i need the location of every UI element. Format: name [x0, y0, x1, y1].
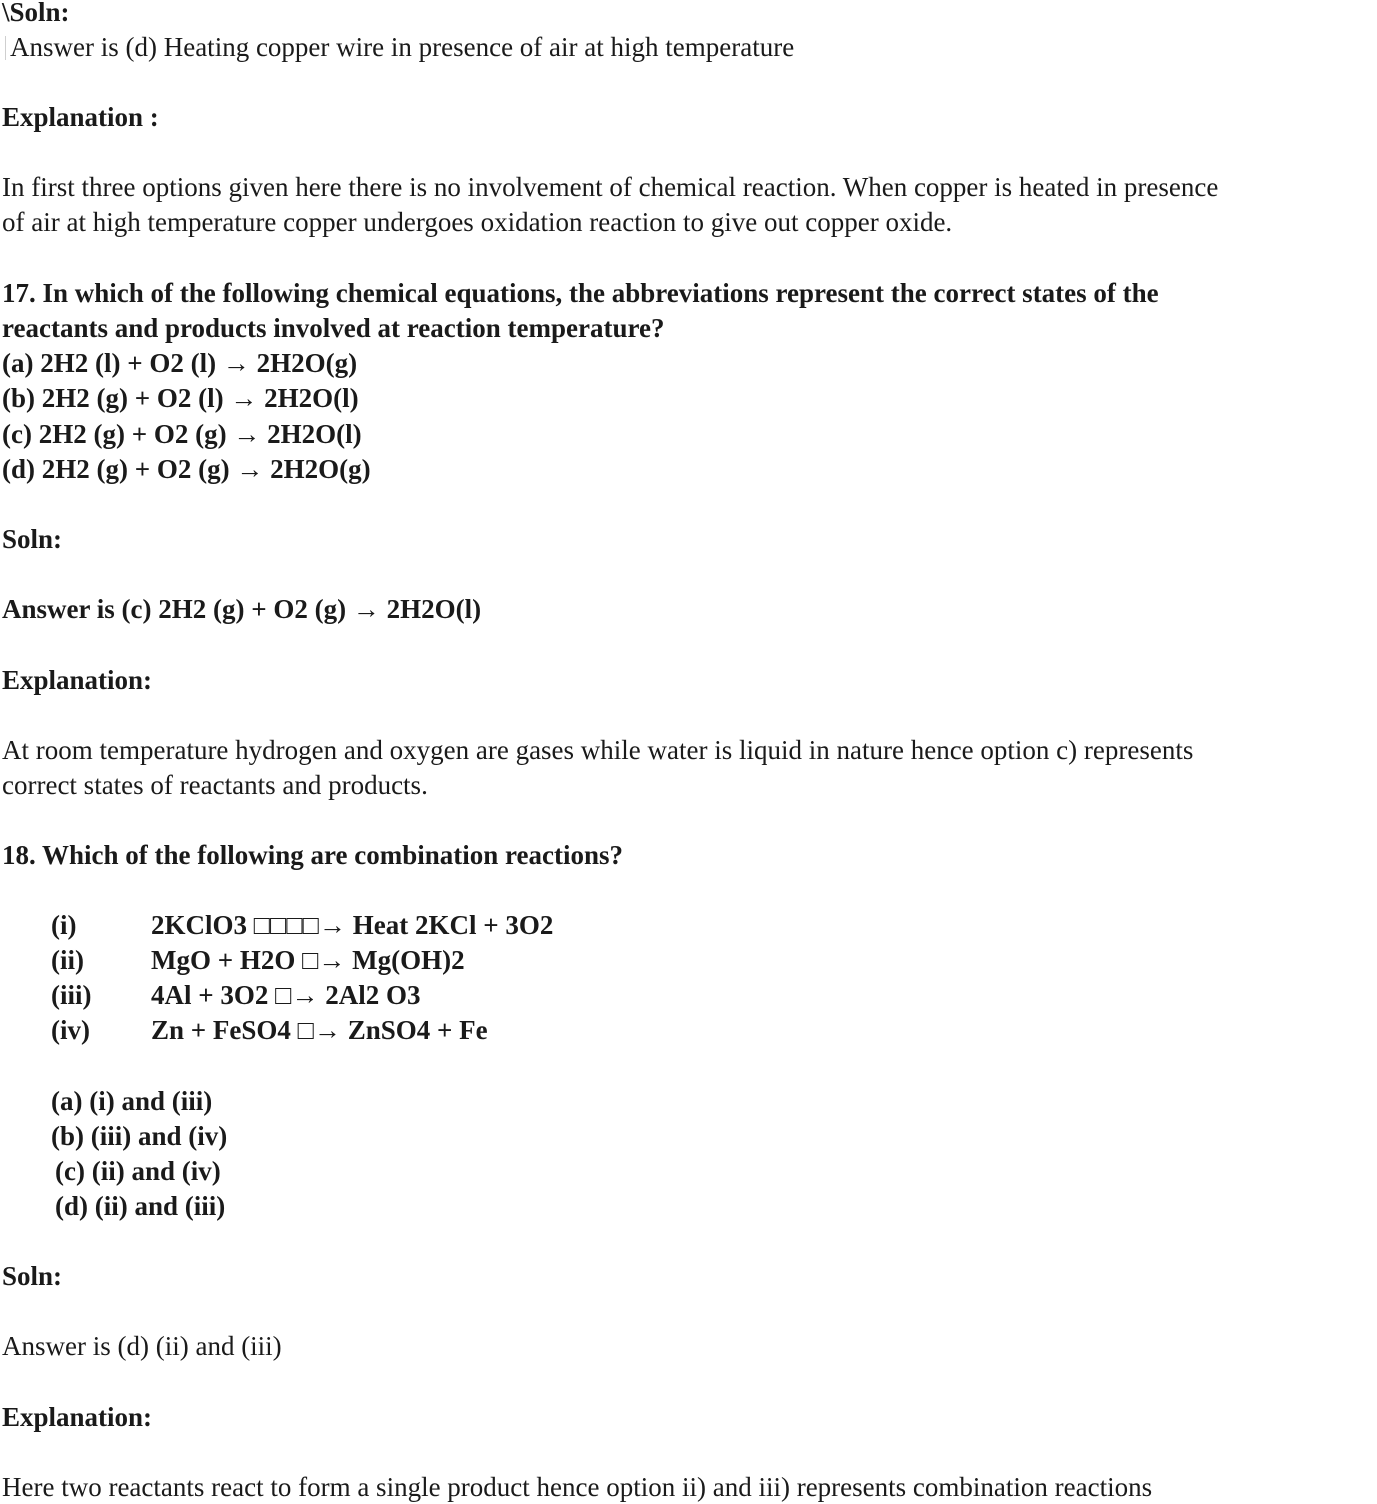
reaction-number: (iii) [51, 980, 92, 1010]
soln-label: Soln: [2, 524, 63, 554]
option-d: (d) 2H2 (g) + O2 (g) → 2H2O(g) [2, 454, 371, 484]
explanation-text: correct states of reactants and products. [2, 770, 428, 800]
explanation-text: of air at high temperature copper undergoes oxidation reaction to give out copper oxide. [2, 207, 953, 237]
reaction-number: (ii) [51, 945, 84, 975]
answer-text: Answer is (c) 2H2 (g) + O2 (g) → 2H2O(l) [2, 594, 482, 624]
soln-label: \Soln: [2, 0, 70, 27]
question-text: 17. In which of the following chemical equations, the abbreviations represent the correct states of the [2, 278, 1159, 308]
reaction-equation: Zn + FeSO4 □→ ZnSO4 + Fe [151, 1015, 488, 1045]
reaction-equation: 4Al + 3O2 □→ 2Al2 O3 [151, 980, 421, 1010]
reaction-number: (iv) [51, 1015, 90, 1045]
explanation-heading: Explanation: [2, 1402, 153, 1432]
answer-text: Answer is (d) Heating copper wire in presence of air at high temperature [10, 32, 795, 62]
answer-text: Answer is (d) (ii) and (iii) [2, 1331, 282, 1361]
explanation-text: In first three options given here there is no involvement of chemical reaction. When copper is heated in presence [2, 172, 1219, 202]
explanation-heading: Explanation: [2, 665, 153, 695]
soln-label: Soln: [2, 1261, 63, 1291]
option-c: (c) (ii) and (iv) [55, 1156, 221, 1186]
question-text: 18. Which of the following are combination reactions? [2, 840, 623, 870]
cursor-bar [5, 36, 6, 60]
explanation-heading: Explanation : [2, 102, 159, 132]
reaction-equation: MgO + H2O □→ Mg(OH)2 [151, 945, 465, 975]
option-a: (a) 2H2 (l) + O2 (l) → 2H2O(g) [2, 348, 358, 378]
option-d: (d) (ii) and (iii) [55, 1191, 226, 1221]
reaction-number: (i) [51, 910, 77, 940]
reaction-equation: 2KClO3 □□□□→ Heat 2KCl + 3O2 [151, 910, 554, 940]
option-c: (c) 2H2 (g) + O2 (g) → 2H2O(l) [2, 419, 362, 449]
option-a: (a) (i) and (iii) [51, 1086, 213, 1116]
explanation-text: Here two reactants react to form a single product hence option ii) and iii) represents combination reactions [2, 1472, 1153, 1502]
option-b: (b) (iii) and (iv) [51, 1121, 228, 1151]
question-text: reactants and products involved at reaction temperature? [2, 313, 665, 343]
explanation-text: At room temperature hydrogen and oxygen are gases while water is liquid in nature hence option c) represents [2, 735, 1194, 765]
option-b: (b) 2H2 (g) + O2 (l) → 2H2O(l) [2, 383, 359, 413]
